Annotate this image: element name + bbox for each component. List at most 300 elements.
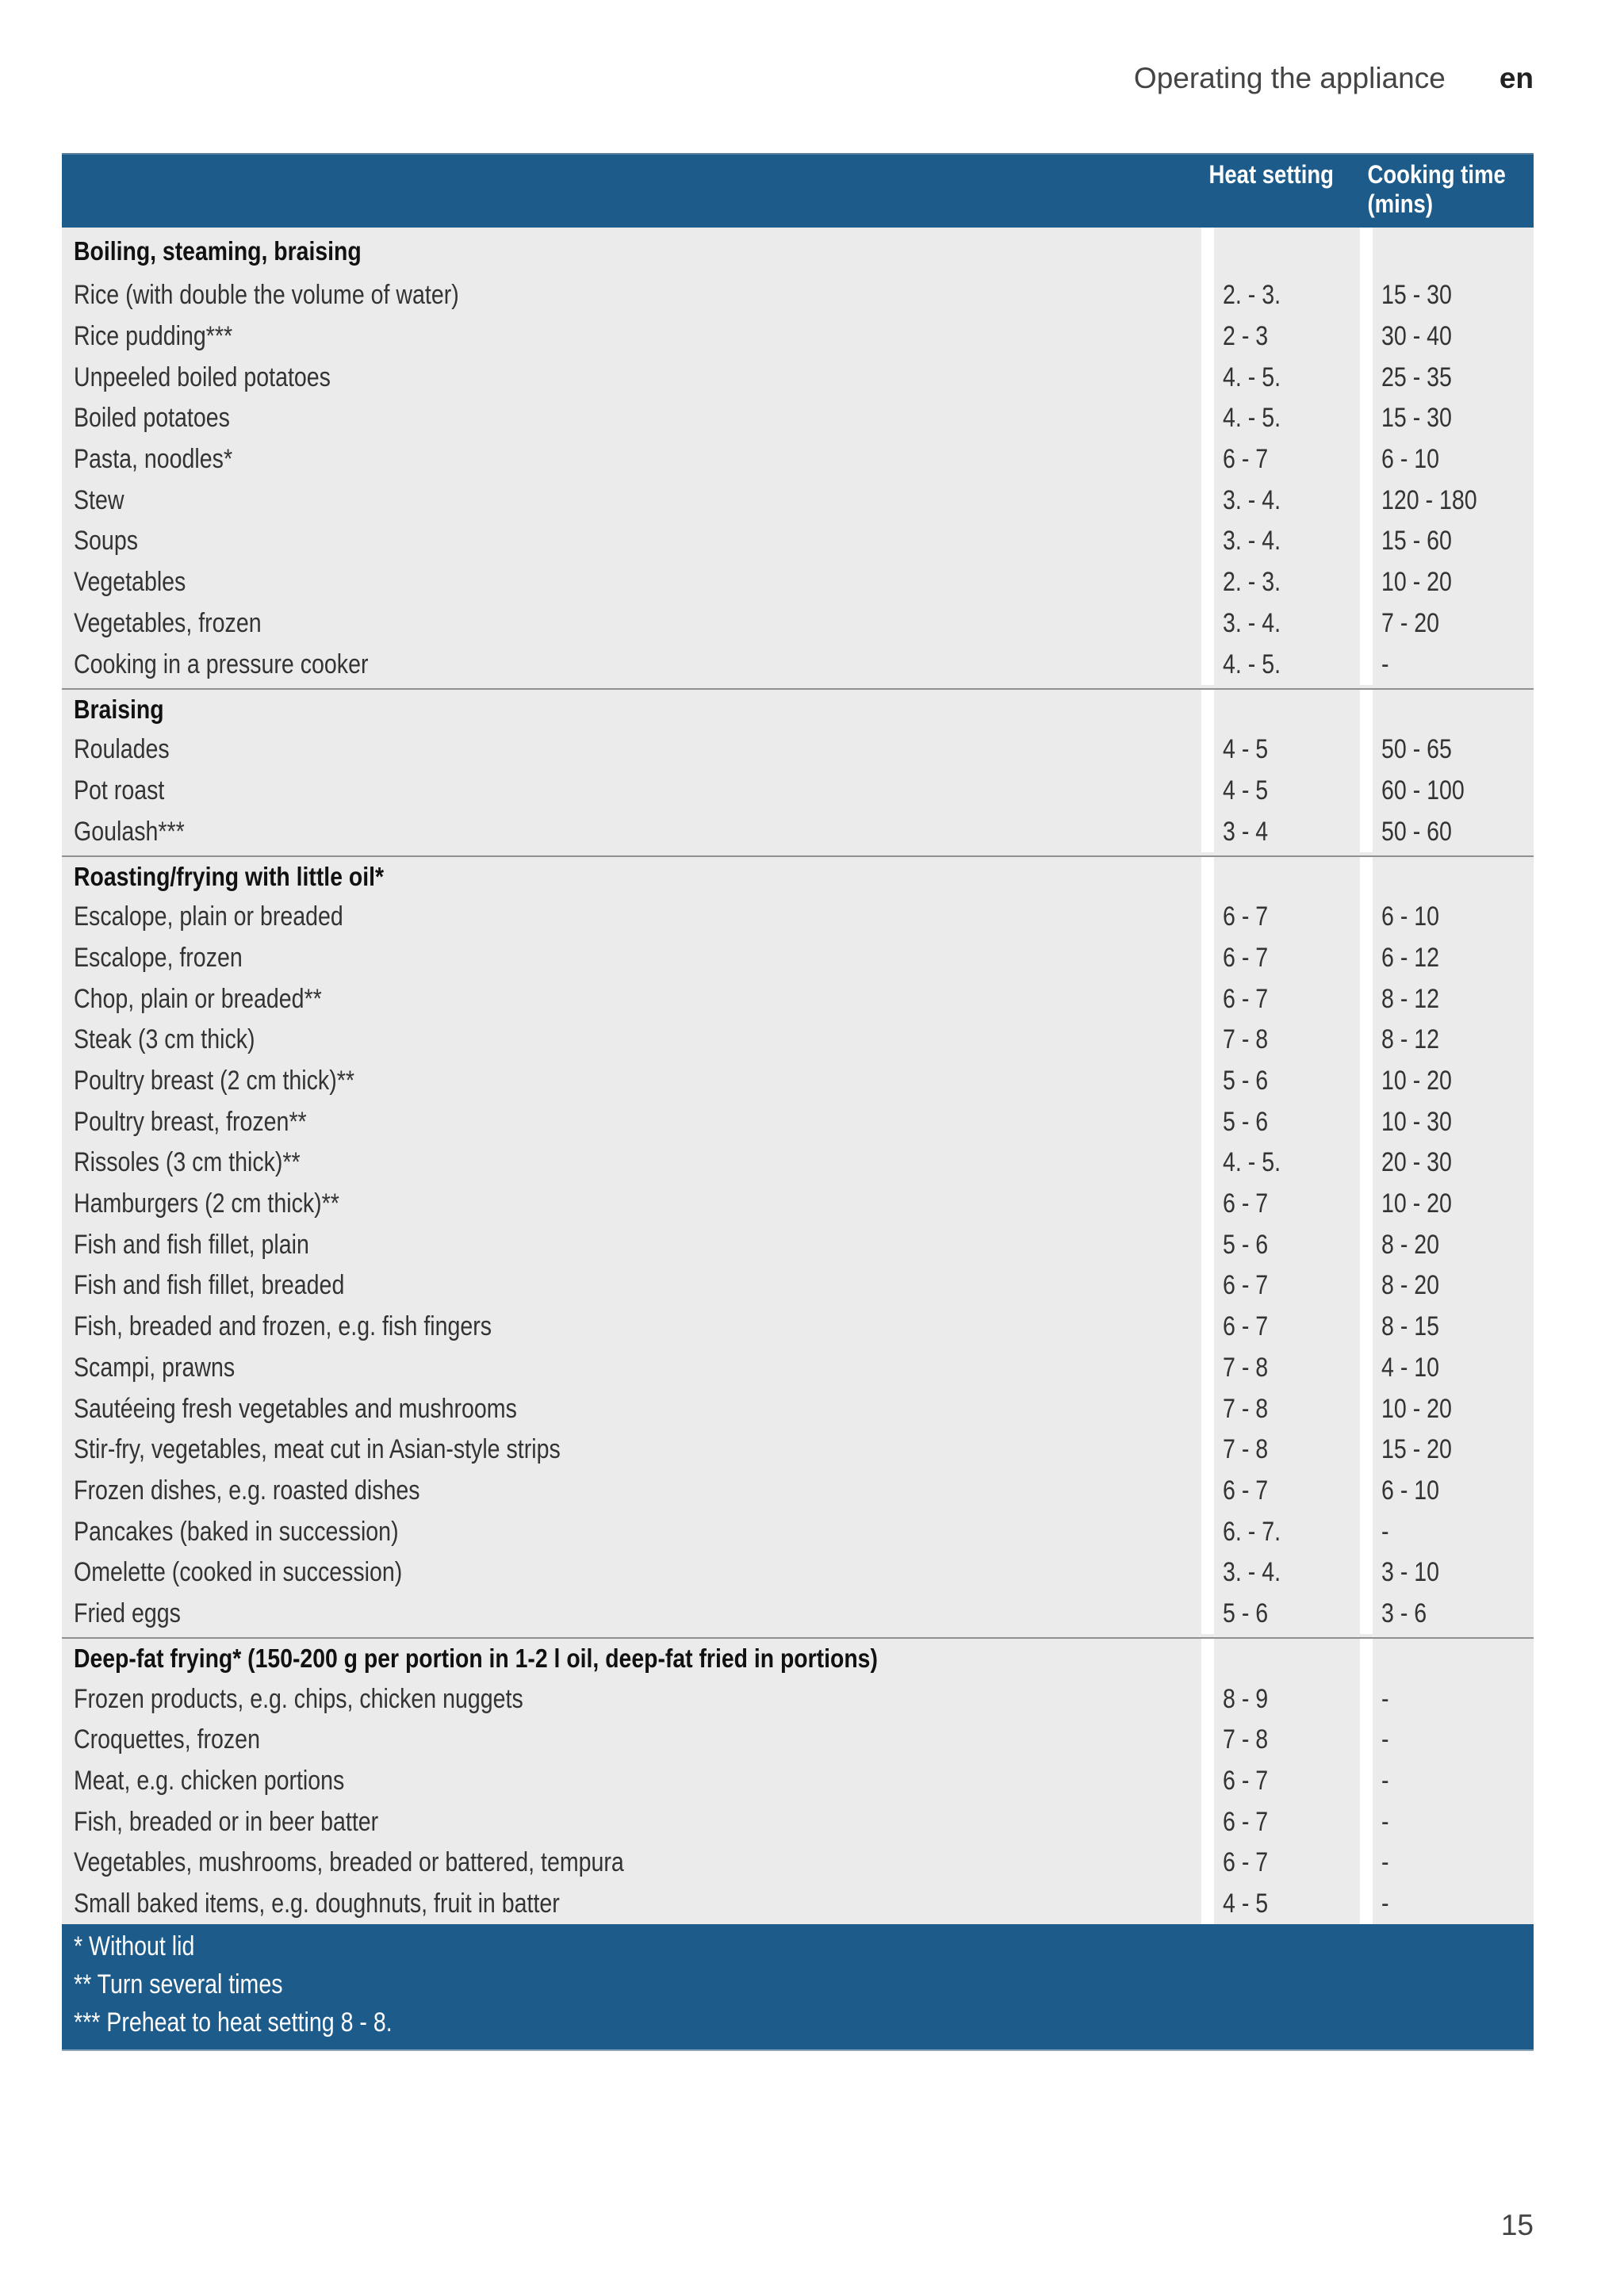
cooking-time-cell [1360,1552,1534,1594]
heat-setting-cell [1201,521,1360,562]
food-cell-text: Croquettes, frozen [74,1724,260,1755]
heat-setting-cell-text: 4. - 5. [1223,1147,1281,1178]
heat-setting-cell [1201,1594,1360,1635]
food-cell [62,1388,1201,1429]
footnote [62,2003,1534,2042]
heat-setting-cell [1201,811,1360,852]
table-row [62,562,1534,603]
cooking-time-cell [1360,1388,1534,1429]
cooking-time-cell [1360,729,1534,771]
cooking-time-cell-text: 8 - 20 [1381,1270,1440,1301]
table-row [62,398,1534,439]
food-cell [62,1511,1201,1552]
cooking-time-cell-text: 10 - 20 [1381,1393,1452,1424]
table-row [62,1142,1534,1184]
heat-setting-cell-text: 6 - 7 [1223,1806,1269,1837]
food-cell-text: Fish, breaded or in beer batter [74,1806,379,1837]
heat-setting-cell [1201,1884,1360,1925]
food-cell [62,938,1201,979]
heat-setting-cell [1201,1265,1360,1307]
food-cell [62,1429,1201,1471]
cooking-time-cell [1360,603,1534,645]
heat-setting-cell [1201,1061,1360,1102]
table-row [62,1511,1534,1552]
food-cell [62,1101,1201,1142]
cooking-time-cell-text: 4 - 10 [1381,1352,1440,1383]
footnote-text: *** Preheat to heat setting 8 - 8. [74,2007,393,2038]
cooking-time-cell-text: 50 - 65 [1381,734,1452,765]
heat-setting-cell-text: 2. - 3. [1223,280,1281,311]
food-cell-text: Unpeeled boiled potatoes [74,362,331,392]
heat-setting-cell-text: 3 - 4 [1223,816,1269,847]
heat-setting-cell-text: 4 - 5 [1223,1888,1269,1919]
table-row [62,1761,1534,1802]
food-cell-text: Rissoles (3 cm thick)** [74,1147,301,1178]
food-cell [62,1184,1201,1225]
food-cell-text: Small baked items, e.g. doughnuts, fruit in batter [74,1888,560,1919]
food-cell-text: Vegetables, frozen [74,607,262,638]
cooking-time-cell-text: 8 - 12 [1381,983,1440,1014]
cooking-time-cell-text: 15 - 30 [1381,280,1452,311]
table-row [62,1388,1534,1429]
food-cell-text: Vegetables, mushrooms, breaded or battered, tempura [74,1847,624,1878]
heat-setting-cell-text: 3. - 4. [1223,526,1281,557]
cooking-time-cell [1360,480,1534,521]
table-row [62,938,1534,979]
heat-setting-cell [1201,1101,1360,1142]
heat-setting-cell-text: 4. - 5. [1223,362,1281,392]
cooking-time-cell-text: 15 - 20 [1381,1434,1452,1465]
cooking-time-cell [1360,1184,1534,1225]
heat-setting-cell-text: 7 - 8 [1223,1434,1269,1465]
section-title [62,857,1201,897]
heat-setting-cell-text: 4. - 5. [1223,403,1281,434]
food-cell-text: Stew [74,484,124,515]
page-header [1134,62,1534,95]
food-cell [62,1020,1201,1061]
food-cell [62,897,1201,938]
section-heat-empty [1201,1639,1360,1678]
table-row [62,1884,1534,1925]
table-row [62,1552,1534,1594]
cooking-time-cell-text: 6 - 10 [1381,444,1440,475]
heat-setting-cell [1201,1388,1360,1429]
heat-setting-cell [1201,439,1360,480]
cooking-time-cell [1360,1761,1534,1802]
heat-setting-cell-text: 6 - 7 [1223,1270,1269,1301]
section-time-empty [1360,690,1534,729]
section-title [62,228,1201,275]
cooking-time-cell-text: 10 - 20 [1381,1066,1452,1096]
food-cell [62,1761,1201,1802]
food-cell-text: Soups [74,526,138,557]
heat-setting-cell [1201,771,1360,812]
heat-setting-cell-text: 5 - 6 [1223,1106,1269,1137]
cooking-time-cell-text: - [1381,1847,1389,1878]
cooking-table [62,153,1534,2051]
section-heat-empty [1201,228,1360,275]
food-cell-text: Escalope, plain or breaded [74,901,343,932]
cooking-time-cell-text: 60 - 100 [1381,775,1465,806]
heat-setting-cell-text: 2 - 3 [1223,321,1269,352]
cooking-time-cell [1360,1678,1534,1720]
cooking-time-cell [1360,275,1534,316]
cooking-time-cell [1360,1720,1534,1761]
cooking-time-cell [1360,1020,1534,1061]
cooking-time-cell [1360,1224,1534,1265]
food-cell-text: Poultry breast (2 cm thick)** [74,1066,354,1096]
heat-setting-cell [1201,480,1360,521]
footnote [62,1965,1534,2003]
heat-setting-cell-text: 3. - 4. [1223,1557,1281,1588]
heat-setting-cell-text: 6 - 7 [1223,1766,1269,1797]
heat-setting-cell-text: 6 - 7 [1223,444,1269,475]
heat-setting-cell [1201,1348,1360,1389]
cooking-time-cell-text: 6 - 10 [1381,901,1440,932]
food-cell [62,1307,1201,1348]
cooking-time-cell [1360,897,1534,938]
heat-setting-cell-text: 3. - 4. [1223,484,1281,515]
cooking-time-cell [1360,1142,1534,1184]
section-title [62,1639,1201,1678]
cooking-time-cell-text: 3 - 10 [1381,1557,1440,1588]
table-row [62,1224,1534,1265]
cooking-time-cell-text: - [1381,1806,1389,1837]
cooking-time-cell [1360,439,1534,480]
section-title [62,690,1201,729]
heat-setting-cell [1201,398,1360,439]
page-number: 15 [1500,2209,1534,2241]
cooking-time-cell-text: 8 - 20 [1381,1229,1440,1260]
table-section [62,1639,1534,1924]
heat-setting-cell [1201,644,1360,685]
cooking-time-cell [1360,1348,1534,1389]
cooking-time-cell [1360,1101,1534,1142]
heat-setting-cell [1201,1429,1360,1471]
food-cell [62,1884,1201,1925]
cooking-time-cell [1360,562,1534,603]
heat-setting-cell [1201,1511,1360,1552]
table-row [62,521,1534,562]
table-row [62,897,1534,938]
table-row [62,1348,1534,1389]
heat-setting-cell-text: 6 - 7 [1223,1475,1269,1506]
heat-setting-cell-text: 7 - 8 [1223,1352,1269,1383]
cooking-time-cell-text: 10 - 30 [1381,1106,1452,1137]
cooking-time-cell-text: 3 - 6 [1381,1598,1427,1628]
food-cell [62,275,1201,316]
section-heat-empty [1201,857,1360,897]
heat-setting-cell-text: 7 - 8 [1223,1024,1269,1055]
cooking-time-cell [1360,1801,1534,1843]
cooking-time-cell [1360,1843,1534,1884]
cooking-time-cell [1360,978,1534,1020]
food-cell [62,562,1201,603]
heat-setting-cell-text: 5 - 6 [1223,1066,1269,1096]
cooking-time-cell [1360,1471,1534,1512]
table-row [62,603,1534,645]
heat-setting-cell-text: 4. - 5. [1223,649,1281,679]
section-title-text: Deep-fat frying* (150-200 g per portion in 1-2 l oil, deep-fat fried in portions) [74,1644,878,1674]
heat-setting-cell [1201,1307,1360,1348]
heat-setting-cell-text: 6 - 7 [1223,1311,1269,1342]
cooking-time-cell-text: 10 - 20 [1381,567,1452,598]
table-row [62,811,1534,852]
food-cell-text: Meat, e.g. chicken portions [74,1766,345,1797]
table-row [62,1471,1534,1512]
table-row [62,1720,1534,1761]
table-row [62,1101,1534,1142]
food-cell [62,1142,1201,1184]
heat-setting-cell-text: 5 - 6 [1223,1598,1269,1628]
table-row [62,316,1534,358]
food-cell-text: Sautéeing fresh vegetables and mushrooms [74,1393,517,1424]
food-cell [62,644,1201,685]
cooking-time-cell [1360,316,1534,358]
food-cell [62,978,1201,1020]
heat-setting-cell [1201,1142,1360,1184]
table-row [62,275,1534,316]
cooking-time-cell-text: - [1381,1724,1389,1755]
table-row [62,1429,1534,1471]
heat-setting-cell [1201,1678,1360,1720]
heat-setting-cell-text: 5 - 6 [1223,1229,1269,1260]
section-time-empty [1360,857,1534,897]
section-time-empty [1360,228,1534,275]
cooking-time-cell [1360,521,1534,562]
table-row [62,480,1534,521]
heat-setting-cell [1201,1471,1360,1512]
cooking-time-cell-text: 120 - 180 [1381,484,1477,515]
cooking-time-cell [1360,1061,1534,1102]
heat-setting-cell-text: 4 - 5 [1223,734,1269,765]
cooking-time-cell-text: 20 - 30 [1381,1147,1452,1178]
heat-setting-cell-text: 8 - 9 [1223,1683,1269,1714]
heat-setting-cell-text: 6 - 7 [1223,942,1269,973]
food-cell [62,1801,1201,1843]
section-row [62,690,1534,729]
food-cell-text: Vegetables [74,567,186,598]
table-row [62,1061,1534,1102]
food-cell [62,1348,1201,1389]
food-cell-text: Pancakes (baked in succession) [74,1516,399,1547]
food-cell [62,398,1201,439]
cooking-time-cell [1360,1307,1534,1348]
cooking-time-cell-text: 10 - 20 [1381,1188,1452,1219]
table-row [62,439,1534,480]
heat-setting-cell-text: 6 - 7 [1223,1188,1269,1219]
heat-setting-cell [1201,562,1360,603]
language-code: en [1499,62,1534,94]
table-row [62,357,1534,398]
heat-setting-cell [1201,978,1360,1020]
cooking-time-cell-text: 15 - 60 [1381,526,1452,557]
food-cell [62,1224,1201,1265]
cooking-time-cell-text: 25 - 35 [1381,362,1452,392]
table-section [62,857,1534,1639]
heat-setting-cell [1201,938,1360,979]
heat-setting-cell [1201,1020,1360,1061]
food-cell-text: Poultry breast, frozen** [74,1106,307,1137]
cooking-time-cell-text: 7 - 20 [1381,607,1440,638]
food-cell [62,1678,1201,1720]
cooking-time-cell [1360,811,1534,852]
food-cell-text: Pasta, noodles* [74,444,233,475]
food-cell [62,1594,1201,1635]
cooking-time-cell-text: - [1381,1766,1389,1797]
table-row [62,644,1534,685]
table-section [62,690,1534,857]
cooking-time-cell-text: 6 - 10 [1381,1475,1440,1506]
food-cell [62,1265,1201,1307]
table-row [62,978,1534,1020]
food-cell [62,439,1201,480]
food-cell-text: Frozen dishes, e.g. roasted dishes [74,1475,420,1506]
food-cell [62,811,1201,852]
cooking-time-cell-text: - [1381,1888,1389,1919]
footnote [62,1927,1534,1965]
food-cell-text: Fish, breaded and frozen, e.g. fish fingers [74,1311,492,1342]
section-row [62,857,1534,897]
footnote-text: * Without lid [74,1931,195,1961]
food-cell [62,357,1201,398]
food-cell-text: Fish and fish fillet, plain [74,1229,309,1260]
food-cell [62,480,1201,521]
food-cell-text: Pot roast [74,775,165,806]
cooking-time-cell-text: 8 - 15 [1381,1311,1440,1342]
section-row [62,228,1534,275]
heat-setting-cell [1201,1184,1360,1225]
food-cell [62,521,1201,562]
food-cell [62,729,1201,771]
food-cell-text: Boiled potatoes [74,403,230,434]
cooking-time-cell [1360,1594,1534,1635]
section-title-text: Braising [74,694,164,724]
table-body [62,228,1534,1924]
heat-setting-cell-text: 6 - 7 [1223,1847,1269,1878]
food-cell-text: Steak (3 cm thick) [74,1024,255,1055]
section-row [62,1639,1534,1678]
food-cell-text: Rice pudding*** [74,321,233,352]
table-row [62,1678,1534,1720]
heat-setting-cell-text: 7 - 8 [1223,1393,1269,1424]
heat-setting-cell-text: 6 - 7 [1223,901,1269,932]
heat-setting-cell [1201,316,1360,358]
section-title-text: Roasting/frying with little oil* [74,861,385,891]
table-footnotes [62,1924,1534,2051]
table-header [62,153,1534,228]
table-row [62,729,1534,771]
food-cell [62,1471,1201,1512]
table-row [62,1307,1534,1348]
heat-setting-cell [1201,1761,1360,1802]
food-cell [62,771,1201,812]
heat-setting-cell [1201,357,1360,398]
section-title-text: Boiling, steaming, braising [74,236,362,266]
cooking-time-cell-text: 8 - 12 [1381,1024,1440,1055]
table-row [62,1594,1534,1635]
cooking-time-cell [1360,938,1534,979]
heat-setting-cell [1201,1552,1360,1594]
cooking-time-cell [1360,1511,1534,1552]
heat-setting-cell [1201,275,1360,316]
cooking-time-cell-text: 30 - 40 [1381,321,1452,352]
header-title: Operating the appliance [1133,62,1446,94]
cooking-time-cell [1360,644,1534,685]
food-cell-text: Fried eggs [74,1598,181,1628]
food-cell [62,1552,1201,1594]
cooking-time-cell-text: 15 - 30 [1381,403,1452,434]
heat-setting-cell [1201,1801,1360,1843]
food-cell [62,1843,1201,1884]
table-row [62,1843,1534,1884]
table-row [62,1801,1534,1843]
heat-setting-cell [1201,1224,1360,1265]
heat-setting-cell-text: 6. - 7. [1223,1516,1281,1547]
food-cell-text: Frozen products, e.g. chips, chicken nuggets [74,1683,523,1714]
food-cell-text: Stir-fry, vegetables, meat cut in Asian-style strips [74,1434,561,1465]
heat-setting-cell [1201,897,1360,938]
heat-setting-cell-text: 2. - 3. [1223,567,1281,598]
cooking-time-cell-text: 6 - 12 [1381,942,1440,973]
section-time-empty [1360,1639,1534,1678]
heat-setting-cell-text: 7 - 8 [1223,1724,1269,1755]
food-cell-text: Roulades [74,734,170,765]
food-cell-text: Scampi, prawns [74,1352,236,1383]
cooking-time-cell [1360,771,1534,812]
cooking-time-cell-text: - [1381,1683,1389,1714]
food-cell-text: Goulash*** [74,816,185,847]
section-heat-empty [1201,690,1360,729]
table-section [62,228,1534,690]
heat-setting-cell-text: 4 - 5 [1223,775,1269,806]
heat-setting-cell [1201,729,1360,771]
table-row [62,771,1534,812]
cooking-time-cell [1360,398,1534,439]
footnote-text: ** Turn several times [74,1969,283,1999]
cooking-time-cell [1360,1884,1534,1925]
food-cell-text: Rice (with double the volume of water) [74,280,459,311]
table-row [62,1184,1534,1225]
heat-setting-cell [1201,1843,1360,1884]
food-cell [62,1061,1201,1102]
cooking-time-cell-text: 50 - 60 [1381,816,1452,847]
food-cell [62,1720,1201,1761]
header-food-cell [62,155,1201,228]
heat-setting-cell-text: 3. - 4. [1223,607,1281,638]
heat-setting-cell-text: 6 - 7 [1223,983,1269,1014]
header-cooking-time: Cooking time (mins) [1367,160,1506,218]
food-cell [62,316,1201,358]
cooking-time-cell-text: - [1381,1516,1389,1547]
table-row [62,1265,1534,1307]
heat-setting-cell [1201,1720,1360,1761]
cooking-time-cell [1360,1429,1534,1471]
food-cell-text: Omelette (cooked in succession) [74,1557,403,1588]
heat-setting-cell [1201,603,1360,645]
cooking-time-cell-text: - [1381,649,1389,679]
food-cell-text: Chop, plain or breaded** [74,983,322,1014]
cooking-time-cell [1360,357,1534,398]
food-cell-text: Cooking in a pressure cooker [74,649,369,679]
header-heat-setting: Heat setting [1208,160,1334,189]
food-cell-text: Hamburgers (2 cm thick)** [74,1188,339,1219]
food-cell [62,603,1201,645]
food-cell-text: Fish and fish fillet, breaded [74,1270,345,1301]
cooking-time-cell [1360,1265,1534,1307]
table-row [62,1020,1534,1061]
food-cell-text: Escalope, frozen [74,942,243,973]
